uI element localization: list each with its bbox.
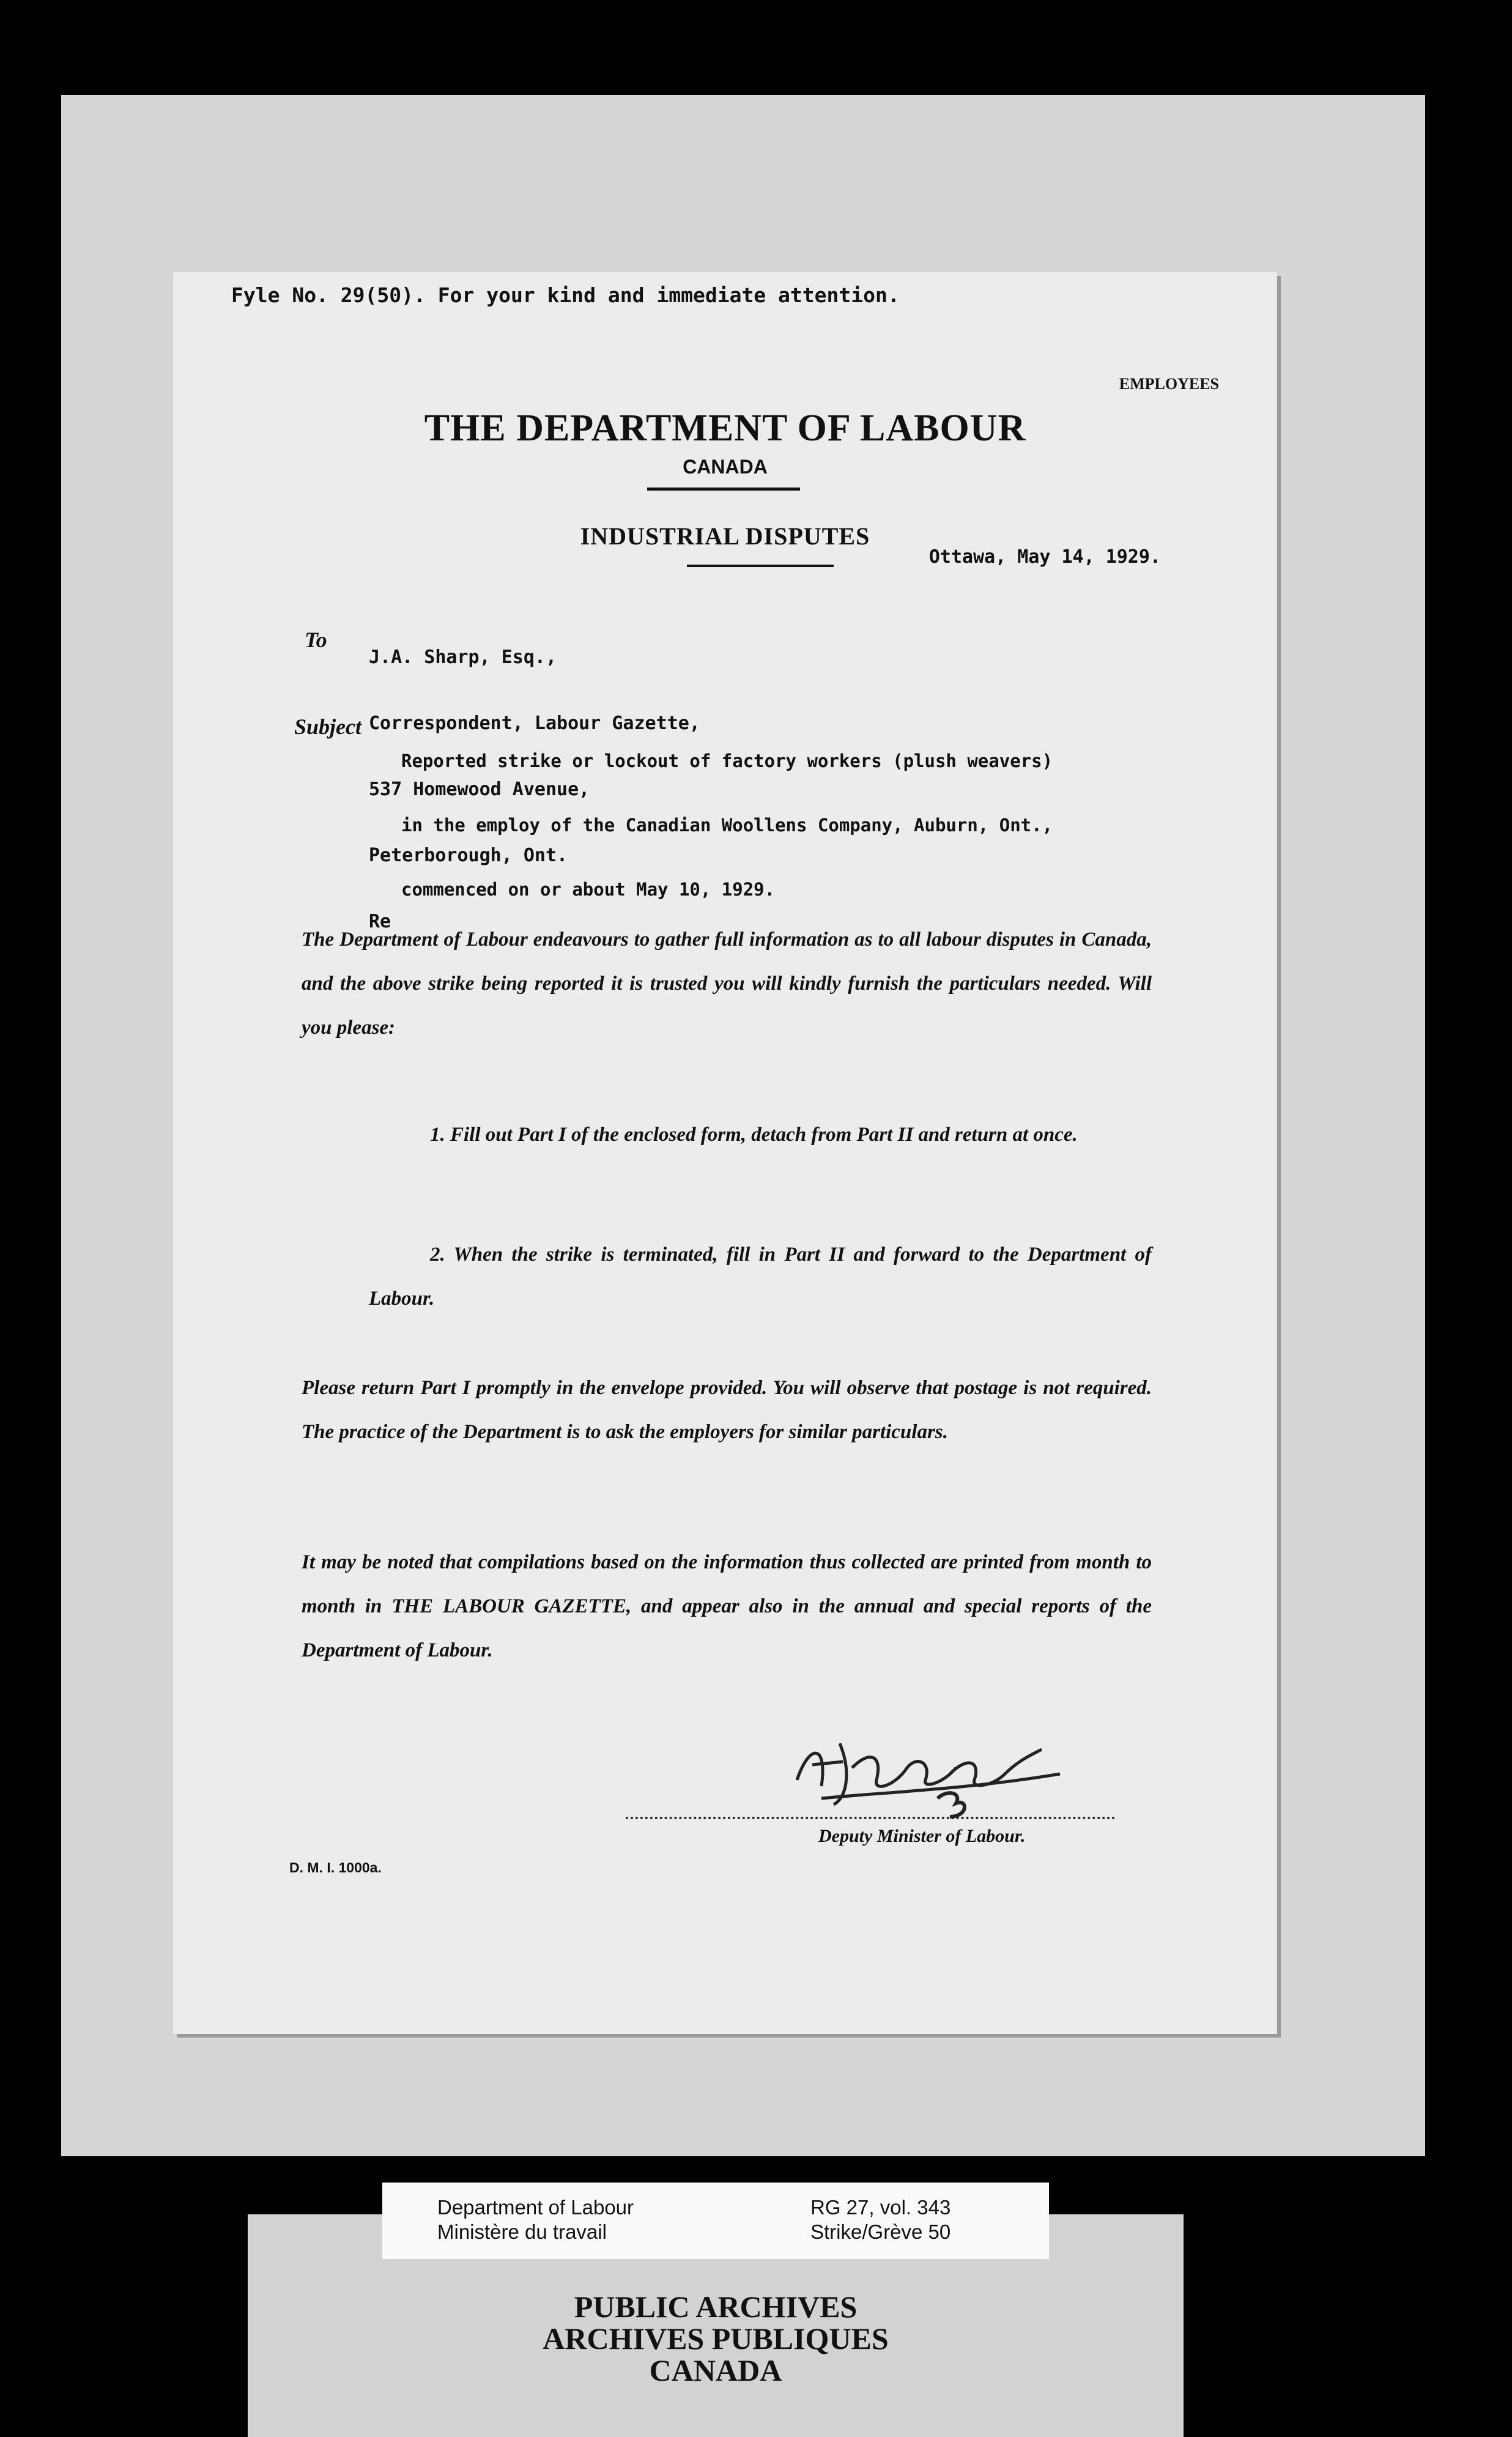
subject-line: Reported strike or lockout of factory workers (plush weavers) bbox=[401, 751, 1053, 771]
date-line: Ottawa, May 14, 1929. bbox=[928, 546, 1161, 568]
address-line: Correspondent, Labour Gazette, bbox=[369, 713, 700, 734]
archives-stamp bbox=[248, 2291, 1184, 2386]
dept-name-en: Department of Labour bbox=[437, 2196, 634, 2219]
record-group-volume: RG 27, vol. 343 bbox=[810, 2196, 951, 2219]
to-label: To bbox=[305, 628, 327, 652]
department-heading: THE DEPARTMENT OF LABOUR bbox=[424, 407, 1026, 449]
file-reference-line: Fyle No. 29(50). For your kind and immediate attention. bbox=[231, 283, 900, 307]
compilation-paragraph: It may be noted that compilations based on the information thus collected are printed from month to month in THE LABOUR GAZETTE, and appear also in the annual and special reports of the Department of Labour. bbox=[302, 1551, 1152, 1661]
archives-line-en: PUBLIC ARCHIVES bbox=[574, 2290, 858, 2324]
dept-name-fr: Ministère du travail bbox=[437, 2220, 607, 2243]
signatory-title: Deputy Minister of Labour. bbox=[818, 1826, 1026, 1846]
instruction-item-2: 2. When the strike is terminated, fill in Part II and forward to the Department of Labour. bbox=[369, 1244, 1152, 1310]
re-label: Re bbox=[369, 911, 391, 932]
address-line: Peterborough, Ont. bbox=[369, 845, 568, 866]
instruction-item-1: 1. Fill out Part I of the enclosed form, detach from Part II and return at once. bbox=[430, 1124, 1078, 1146]
intro-paragraph: The Department of Labour endeavours to gather full information as to all labour disputes in Canada, and the above strike being reported it is trusted you will kindly furnish the particulars needed. Will you please: bbox=[302, 929, 1152, 1039]
letter-page bbox=[173, 272, 1277, 2034]
country-heading: CANADA bbox=[683, 456, 768, 478]
archives-line-country: CANADA bbox=[649, 2353, 782, 2387]
employees-tag: EMPLOYEES bbox=[1119, 375, 1219, 393]
subject-line: in the employ of the Canadian Woollens Company, Auburn, Ont., bbox=[401, 815, 1053, 836]
archives-line-fr: ARCHIVES PUBLIQUES bbox=[543, 2321, 889, 2356]
return-paragraph: Please return Part I promptly in the envelope provided. You will observe that postage is not required. The practice of the Department is to ask the employers for similar particulars. bbox=[302, 1377, 1152, 1443]
subject-label: Subject bbox=[294, 714, 362, 739]
subject-line: commenced on or about May 10, 1929. bbox=[401, 879, 776, 900]
signature-icon bbox=[785, 1731, 1078, 1823]
address-line: 537 Homewood Avenue, bbox=[369, 779, 590, 800]
address-line: J.A. Sharp, Esq., bbox=[369, 647, 557, 668]
subject-text bbox=[401, 708, 1053, 943]
heading-rule bbox=[647, 488, 800, 491]
signature-line bbox=[626, 1817, 1115, 1819]
section-heading: INDUSTRIAL DISPUTES bbox=[580, 522, 870, 550]
handwritten-signature bbox=[785, 1731, 1078, 1825]
archive-reference-label bbox=[382, 2183, 1049, 2259]
form-number: D. M. I. 1000a. bbox=[289, 1860, 382, 1875]
strike-file-number: Strike/Grève 50 bbox=[810, 2220, 951, 2243]
section-rule bbox=[687, 565, 834, 567]
